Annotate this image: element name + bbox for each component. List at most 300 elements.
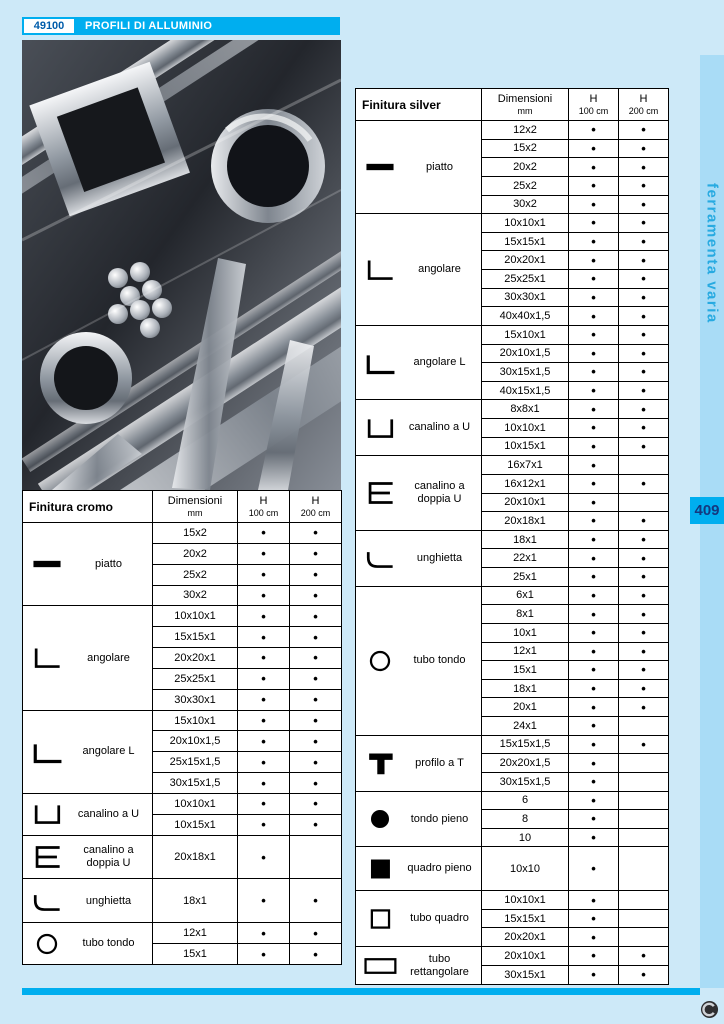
h200-availability-dot: • <box>290 773 342 794</box>
table-row <box>356 530 669 549</box>
dimension-value: 25x1 <box>482 568 569 587</box>
dimension-value: 20x2 <box>153 543 238 564</box>
aluminium-profiles-photo <box>22 40 341 490</box>
dimension-value: 40x40x1,5 <box>482 307 569 326</box>
h100-availability-dot: • <box>569 400 619 419</box>
h200-availability-dot <box>619 909 669 928</box>
angolare-icon <box>358 256 402 284</box>
dimension-value: 16x7x1 <box>482 456 569 475</box>
column-header-h100-label: H <box>259 495 268 507</box>
table-header-row <box>23 491 342 523</box>
canalino-doppia-u-icon <box>358 479 402 507</box>
h100-availability-dot: • <box>569 586 619 605</box>
angolare-icon <box>25 644 69 672</box>
h100-availability-dot: • <box>569 909 619 928</box>
dimension-value: 10x10x1 <box>482 214 569 233</box>
piatto-icon <box>25 550 69 578</box>
h100-availability-dot: • <box>569 363 619 382</box>
h100-availability-dot: • <box>569 698 619 717</box>
column-header-dimensioni <box>153 491 238 523</box>
h200-availability-dot: • <box>619 214 669 233</box>
column-header-h100 <box>238 491 290 523</box>
h200-availability-dot <box>619 754 669 773</box>
table-row <box>356 121 669 140</box>
h200-availability-dot: • <box>619 381 669 400</box>
column-header-dimensioni-label: Dimensioni <box>167 495 223 507</box>
h200-availability-dot: • <box>619 679 669 698</box>
dimension-value: 15x2 <box>153 523 238 544</box>
profile-cell-canalino-doppia-u <box>356 456 482 531</box>
h100-availability-dot: • <box>569 568 619 587</box>
h200-availability-dot: • <box>619 307 669 326</box>
h200-availability-dot: • <box>619 232 669 251</box>
h200-availability-dot: • <box>290 606 342 627</box>
h100-availability-dot: • <box>569 419 619 438</box>
profile-label: angolare <box>418 263 461 276</box>
column-header-h100-unit: 100 cm <box>248 507 279 518</box>
h100-availability-dot: • <box>569 270 619 289</box>
dimension-value: 15x15x1 <box>482 909 569 928</box>
h200-availability-dot <box>619 810 669 829</box>
h100-availability-dot: • <box>569 307 619 326</box>
column-header-h200 <box>290 491 342 523</box>
h100-availability-dot: • <box>569 965 619 984</box>
h100-availability-dot: • <box>238 835 290 879</box>
column-header-dimensioni-unit: mm <box>517 105 533 116</box>
profile-cell-canalino-doppia-u <box>23 835 153 879</box>
profile-label: profilo a T <box>415 756 464 769</box>
dimension-value: 12x1 <box>482 642 569 661</box>
profile-cell-angolare-l <box>356 325 482 400</box>
h200-availability-dot: • <box>619 947 669 966</box>
dimension-value: 20x10x1,5 <box>153 731 238 752</box>
h200-availability-dot: • <box>290 923 342 944</box>
table-row <box>23 523 342 544</box>
profile-cell-angolare <box>23 606 153 710</box>
h100-availability-dot: • <box>238 648 290 669</box>
dimension-value: 20x20x1 <box>153 648 238 669</box>
h200-availability-dot: • <box>290 752 342 773</box>
dimension-value: 15x15x1 <box>153 627 238 648</box>
h100-availability-dot: • <box>569 947 619 966</box>
dimension-value: 10 <box>482 828 569 847</box>
h100-availability-dot: • <box>238 752 290 773</box>
profile-label: tondo pieno <box>410 812 469 825</box>
dimension-value: 15x10x1 <box>482 325 569 344</box>
h100-availability-dot: • <box>569 605 619 624</box>
table-row <box>23 879 342 923</box>
profile-label: unghietta <box>416 551 463 564</box>
h100-availability-dot: • <box>238 523 290 544</box>
h200-availability-dot <box>619 791 669 810</box>
h100-availability-dot: • <box>238 793 290 814</box>
table-row <box>356 847 669 891</box>
column-header-h100 <box>569 89 619 121</box>
profile-label: angolare L <box>82 745 135 758</box>
h200-availability-dot: • <box>290 564 342 585</box>
dimension-value: 16x12x1 <box>482 474 569 493</box>
table-row <box>356 325 669 344</box>
dimension-value: 30x2 <box>482 195 569 214</box>
h100-availability-dot: • <box>569 754 619 773</box>
table-finitura-cromo <box>22 490 342 965</box>
dimension-value: 20x10x1 <box>482 947 569 966</box>
tubo-tondo-icon <box>25 930 69 958</box>
dimension-value: 30x15x1,5 <box>482 772 569 791</box>
dimension-value: 20x18x1 <box>153 835 238 879</box>
dimension-value: 15x1 <box>153 944 238 965</box>
h100-availability-dot: • <box>238 814 290 835</box>
h100-availability-dot: • <box>569 891 619 910</box>
profile-cell-piatto <box>23 523 153 606</box>
tubo-rettangolare-icon <box>358 952 402 980</box>
h200-availability-dot: • <box>619 623 669 642</box>
profile-cell-angolare <box>356 214 482 326</box>
column-header-h200-label: H <box>639 93 648 105</box>
h200-availability-dot: • <box>619 605 669 624</box>
table-header-row <box>356 89 669 121</box>
h100-availability-dot: • <box>238 543 290 564</box>
profile-label: piatto <box>426 160 453 173</box>
quadro-pieno-icon <box>358 855 402 883</box>
profile-label: tubo quadro <box>410 912 469 925</box>
h200-availability-dot <box>619 772 669 791</box>
column-header-h200-unit: 200 cm <box>300 507 331 518</box>
h200-availability-dot: • <box>619 139 669 158</box>
profile-label: canalino a U <box>408 421 471 434</box>
h200-availability-dot <box>619 456 669 475</box>
dimension-value: 20x10x1,5 <box>482 344 569 363</box>
profile-label: piatto <box>95 557 122 570</box>
h100-availability-dot: • <box>238 710 290 731</box>
h200-availability-dot: • <box>619 549 669 568</box>
h200-availability-dot: • <box>619 251 669 270</box>
dimension-value: 30x15x1,5 <box>482 363 569 382</box>
h200-availability-dot <box>619 928 669 947</box>
h200-availability-dot: • <box>619 288 669 307</box>
h100-availability-dot: • <box>569 437 619 456</box>
h200-availability-dot: • <box>290 710 342 731</box>
h200-availability-dot <box>619 847 669 891</box>
h100-availability-dot: • <box>569 772 619 791</box>
category-label: ferramenta varia <box>703 183 721 324</box>
dimension-value: 8x1 <box>482 605 569 624</box>
table-row <box>23 835 342 879</box>
h100-availability-dot: • <box>569 474 619 493</box>
profile-cell-unghietta <box>356 530 482 586</box>
table-title-cromo: Finitura cromo <box>23 491 153 523</box>
profile-cell-tubo-tondo <box>356 586 482 735</box>
dimension-value: 20x20x1 <box>482 928 569 947</box>
table-row <box>356 456 669 475</box>
column-header-dimensioni <box>482 89 569 121</box>
column-header-h200-unit: 200 cm <box>628 105 659 116</box>
h100-availability-dot: • <box>569 679 619 698</box>
profile-label: angolare <box>87 651 130 664</box>
h100-availability-dot: • <box>569 717 619 736</box>
h200-availability-dot: • <box>619 586 669 605</box>
dimension-value: 12x1 <box>153 923 238 944</box>
h100-availability-dot: • <box>569 530 619 549</box>
profile-cell-profilo-t <box>356 735 482 791</box>
h100-availability-dot: • <box>238 731 290 752</box>
h100-availability-dot: • <box>569 661 619 680</box>
profile-cell-tondo-pieno <box>356 791 482 847</box>
dimension-value: 25x15x1,5 <box>153 752 238 773</box>
dimension-value: 20x20x1 <box>482 251 569 270</box>
h200-availability-dot: • <box>290 523 342 544</box>
h100-availability-dot: • <box>238 627 290 648</box>
h100-availability-dot: • <box>569 549 619 568</box>
dimension-value: 40x15x1,5 <box>482 381 569 400</box>
h200-availability-dot: • <box>619 512 669 531</box>
dimension-value: 10x15x1 <box>482 437 569 456</box>
h200-availability-dot: • <box>619 400 669 419</box>
h200-availability-dot: • <box>290 793 342 814</box>
h200-availability-dot: • <box>619 270 669 289</box>
h100-availability-dot: • <box>569 121 619 140</box>
dimension-value: 30x30x1 <box>482 288 569 307</box>
dimension-value: 20x18x1 <box>482 512 569 531</box>
profile-cell-tubo-tondo <box>23 923 153 965</box>
h100-availability-dot: • <box>569 139 619 158</box>
h100-availability-dot: • <box>238 606 290 627</box>
profile-label: canalino a U <box>77 807 140 820</box>
table-row <box>356 400 669 419</box>
h100-availability-dot: • <box>569 251 619 270</box>
table-row <box>23 923 342 944</box>
h100-availability-dot: • <box>569 288 619 307</box>
product-code-box <box>22 17 76 35</box>
h200-availability-dot: • <box>619 661 669 680</box>
h100-availability-dot: • <box>238 564 290 585</box>
h200-availability-dot: • <box>290 648 342 669</box>
dimension-value: 15x15x1 <box>482 232 569 251</box>
dimension-value: 10x10x1 <box>153 606 238 627</box>
h200-availability-dot: • <box>619 530 669 549</box>
h200-availability-dot: • <box>619 419 669 438</box>
profile-cell-quadro-pieno <box>356 847 482 891</box>
dimension-value: 10x10x1 <box>482 419 569 438</box>
dimension-value: 8 <box>482 810 569 829</box>
h100-availability-dot: • <box>569 232 619 251</box>
h200-availability-dot: • <box>619 363 669 382</box>
h200-availability-dot: • <box>290 689 342 710</box>
table-row <box>356 735 669 754</box>
unghietta-icon <box>358 544 402 572</box>
dimension-value: 6x1 <box>482 586 569 605</box>
piatto-icon <box>358 153 402 181</box>
h200-availability-dot: • <box>290 627 342 648</box>
h100-availability-dot: • <box>569 344 619 363</box>
h100-availability-dot: • <box>569 381 619 400</box>
bottom-divider-bar <box>22 988 700 995</box>
h100-availability-dot: • <box>238 668 290 689</box>
h200-availability-dot: • <box>290 668 342 689</box>
product-photo <box>22 40 341 490</box>
dimension-value: 25x25x1 <box>153 668 238 689</box>
h100-availability-dot: • <box>569 325 619 344</box>
h200-availability-dot: • <box>290 543 342 564</box>
h200-availability-dot <box>619 828 669 847</box>
dimension-value: 20x2 <box>482 158 569 177</box>
h100-availability-dot: • <box>569 512 619 531</box>
h200-availability-dot: • <box>619 735 669 754</box>
h100-availability-dot: • <box>569 214 619 233</box>
h100-availability-dot: • <box>238 689 290 710</box>
h100-availability-dot: • <box>569 493 619 512</box>
unghietta-icon <box>25 887 69 915</box>
h200-availability-dot: • <box>290 879 342 923</box>
h200-availability-dot <box>290 835 342 879</box>
dimension-value: 30x15x1 <box>482 965 569 984</box>
h200-availability-dot: • <box>619 121 669 140</box>
dimension-value: 20x20x1,5 <box>482 754 569 773</box>
h200-availability-dot <box>619 891 669 910</box>
publisher-logo-icon <box>700 1000 719 1019</box>
table-row <box>356 947 669 966</box>
dimension-value: 30x2 <box>153 585 238 606</box>
product-code: 49100 <box>33 20 65 32</box>
h100-availability-dot: • <box>569 735 619 754</box>
table-finitura-silver <box>355 88 669 985</box>
profile-cell-tubo-rettangolare <box>356 947 482 985</box>
dimension-value: 15x1 <box>482 661 569 680</box>
table-row <box>23 710 342 731</box>
h100-availability-dot: • <box>238 923 290 944</box>
dimension-value: 22x1 <box>482 549 569 568</box>
dimension-value: 20x1 <box>482 698 569 717</box>
profile-label: tubo tondo <box>82 937 135 950</box>
canalino-u-icon <box>358 414 402 442</box>
column-header-h200-label: H <box>311 495 320 507</box>
profile-label: unghietta <box>85 894 132 907</box>
profile-label: tubo rettangolare <box>410 952 469 978</box>
column-header-dimensioni-label: Dimensioni <box>497 93 553 105</box>
dimension-value: 6 <box>482 791 569 810</box>
h200-availability-dot <box>619 717 669 736</box>
tubo-tondo-icon <box>358 647 402 675</box>
dimension-value: 15x15x1,5 <box>482 735 569 754</box>
h200-availability-dot: • <box>290 814 342 835</box>
h200-availability-dot: • <box>619 965 669 984</box>
h100-availability-dot: • <box>569 828 619 847</box>
h100-availability-dot: • <box>569 158 619 177</box>
dimension-value: 10x10x1 <box>482 891 569 910</box>
h100-availability-dot: • <box>569 642 619 661</box>
dimension-value: 25x2 <box>153 564 238 585</box>
dimension-value: 15x10x1 <box>153 710 238 731</box>
h200-availability-dot: • <box>619 642 669 661</box>
dimension-value: 30x30x1 <box>153 689 238 710</box>
table-row <box>356 791 669 810</box>
profile-cell-piatto <box>356 121 482 214</box>
h100-availability-dot: • <box>569 623 619 642</box>
column-header-h100-label: H <box>589 93 598 105</box>
h100-availability-dot: • <box>569 847 619 891</box>
h200-availability-dot: • <box>619 568 669 587</box>
dimension-value: 24x1 <box>482 717 569 736</box>
table-row <box>356 891 669 910</box>
profile-label: quadro pieno <box>407 862 472 875</box>
page-title: PROFILI DI ALLUMINIO <box>76 17 340 35</box>
page-number-badge: 409 <box>690 497 724 524</box>
dimension-value: 30x15x1,5 <box>153 773 238 794</box>
h100-availability-dot: • <box>569 195 619 214</box>
dimension-value: 15x2 <box>482 139 569 158</box>
h200-availability-dot: • <box>290 731 342 752</box>
h100-availability-dot: • <box>569 791 619 810</box>
table-title-silver: Finitura silver <box>356 89 482 121</box>
profile-label: canalino a doppia U <box>414 480 465 505</box>
dimension-value: 10x1 <box>482 623 569 642</box>
h100-availability-dot: • <box>569 176 619 195</box>
h200-availability-dot: • <box>619 195 669 214</box>
profile-label: tubo tondo <box>413 654 466 667</box>
profile-cell-angolare-l <box>23 710 153 793</box>
h200-availability-dot: • <box>619 176 669 195</box>
angolare-l-icon <box>358 349 402 377</box>
column-header-dimensioni-unit: mm <box>187 507 203 518</box>
dimension-value: 25x25x1 <box>482 270 569 289</box>
dimension-value: 25x2 <box>482 176 569 195</box>
h200-availability-dot: • <box>619 344 669 363</box>
dimension-value: 18x1 <box>482 530 569 549</box>
canalino-doppia-u-icon <box>25 843 69 871</box>
dimension-value: 10x10 <box>482 847 569 891</box>
profile-cell-tubo-quadro <box>356 891 482 947</box>
profile-cell-unghietta <box>23 879 153 923</box>
profile-cell-canalino-u <box>356 400 482 456</box>
column-header-h100-unit: 100 cm <box>578 105 609 116</box>
h100-availability-dot: • <box>569 810 619 829</box>
tondo-pieno-icon <box>358 805 402 833</box>
table-row <box>356 214 669 233</box>
h100-availability-dot: • <box>238 585 290 606</box>
profile-label: canalino a doppia U <box>83 844 134 870</box>
h200-availability-dot <box>619 493 669 512</box>
dimension-value: 8x8x1 <box>482 400 569 419</box>
h100-availability-dot: • <box>569 928 619 947</box>
dimension-value: 18x1 <box>482 679 569 698</box>
h200-availability-dot: • <box>619 437 669 456</box>
table-row <box>23 793 342 814</box>
tubo-quadro-icon <box>358 905 402 933</box>
dimension-value: 10x10x1 <box>153 793 238 814</box>
column-header-h200 <box>619 89 669 121</box>
h200-availability-dot: • <box>619 158 669 177</box>
dimension-value: 12x2 <box>482 121 569 140</box>
dimension-value: 18x1 <box>153 879 238 923</box>
h200-availability-dot: • <box>619 474 669 493</box>
table-row <box>356 586 669 605</box>
h100-availability-dot: • <box>238 944 290 965</box>
h100-availability-dot: • <box>238 773 290 794</box>
canalino-u-icon <box>25 800 69 828</box>
profile-cell-canalino-u <box>23 793 153 835</box>
profile-label: angolare L <box>413 356 466 369</box>
h200-availability-dot: • <box>290 585 342 606</box>
h100-availability-dot: • <box>569 456 619 475</box>
table-row <box>23 606 342 627</box>
profilo-t-icon <box>358 749 402 777</box>
h200-availability-dot: • <box>290 944 342 965</box>
dimension-value: 20x10x1 <box>482 493 569 512</box>
h100-availability-dot: • <box>238 879 290 923</box>
h200-availability-dot: • <box>619 325 669 344</box>
angolare-l-icon <box>25 738 69 766</box>
h200-availability-dot: • <box>619 698 669 717</box>
